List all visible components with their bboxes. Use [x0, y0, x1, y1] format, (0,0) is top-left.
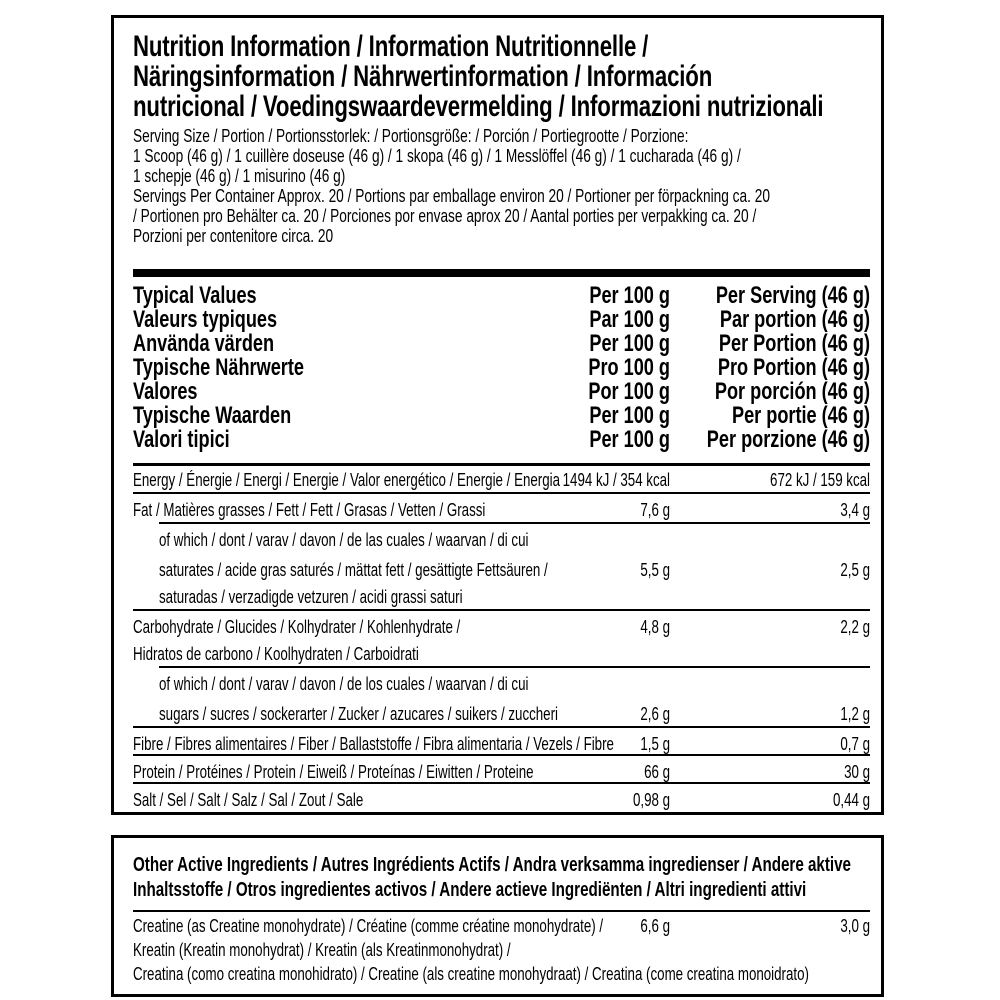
nutrient-per100: 4,8 g — [640, 617, 670, 637]
nutrient-label: Carbohydrate / Glucides / Kolhydrater / Kohlenhydrate / — [133, 617, 461, 637]
nutrient-label: Fibre / Fibres alimentaires / Fiber / Ballaststoffe / Fibra alimentaria / Vezels / Fibre — [133, 734, 614, 754]
header-per-serving: Per portie (46 g) — [731, 402, 870, 429]
header-per-serving: Pro Portion (46 g) — [717, 354, 870, 381]
header-label: Typische Waarden — [133, 402, 292, 429]
title-line: Inhaltsstoffe / Otros ingredientes activos / Andere actieve Ingrediënten / Altri ingredienti attivi — [133, 878, 807, 901]
nutrient-per100: 1,5 g — [640, 734, 670, 754]
row-divider — [133, 782, 870, 784]
nutrient-per100: 0,98 g — [632, 790, 670, 810]
row-divider — [133, 726, 870, 728]
header-label: Valores — [133, 378, 198, 405]
nutrient-per-serving: 30 g — [844, 762, 870, 782]
nutrient-label: saturadas / verzadigde vetzuren / acidi grassi saturi — [159, 587, 463, 607]
row-divider — [133, 754, 870, 756]
servings-per-container-line: / Portionen pro Behälter ca. 20 / Porciones por envase aprox 20 / Aantal porties per verpakking ca. 20 / — [133, 205, 757, 226]
thick-divider — [133, 269, 870, 277]
nutrient-label: of which / dont / varav / davon / de las cuales / waarvan / di cui — [159, 530, 529, 550]
title-line: Nutrition Information / Information Nutritionnelle / — [133, 30, 649, 63]
title-line: nutricional / Voedingswaardevermelding / Informazioni nutrizionali — [133, 90, 824, 123]
creatine-line: Kreatin (Kreatin monohydrat) / Kreatin (als Kreatinmonohydrat) / — [133, 940, 511, 960]
nutrient-label: of which / dont / varav / davon / de los cuales / waarvan / di cui — [159, 674, 529, 694]
nutrient-label: sugars / sucres / sockerarter / Zucker / azucares / suikers / zuccheri — [159, 704, 558, 724]
header-label: Typische Nährwerte — [133, 354, 304, 381]
header-per100: Pro 100 g — [588, 354, 670, 381]
creatine-per100-value: 6,6 g — [640, 916, 670, 936]
row-divider — [133, 492, 870, 494]
header-label: Valori tipici — [133, 426, 230, 453]
nutrient-per-serving: 0,44 g — [832, 790, 870, 810]
header-per-serving: Per Serving (46 g) — [715, 282, 870, 309]
nutrient-label: Energy / Énergie / Energi / Energie / Valor energético / Energie / Energia — [133, 470, 560, 490]
header-per100: Per 100 g — [589, 402, 670, 429]
header-label: Använda värden — [133, 330, 275, 357]
other-divider — [133, 910, 870, 912]
serving-line: 1 Scoop (46 g) / 1 cuillère doseuse (46 g) / 1 skopa (46 g) / 1 Messlöffel (46 g) / 1 cucharada (46 g) / — [133, 145, 741, 166]
header-divider — [133, 463, 870, 466]
serving-line: Serving Size / Portion / Portionsstorlek: / Portionsgröße: / Porción / Portiegrootte / Porzione: — [133, 125, 689, 146]
other-ingredients-title — [133, 852, 1000, 902]
nutrient-per-serving: 0,7 g — [840, 734, 870, 754]
other-ingredients-panel — [111, 835, 884, 997]
serving-line: 1 schepje (46 g) / 1 misurino (46 g) — [133, 165, 346, 186]
nutrient-per100: 1494 kJ / 354 kcal — [562, 470, 670, 490]
row-divider — [159, 666, 870, 668]
row-divider — [159, 522, 870, 524]
nutrition-panel — [111, 15, 884, 815]
title-line: Näringsinformation / Nährwertinformation / Información — [133, 60, 713, 93]
servings-per-container-line: Porzioni per contenitore circa. 20 — [133, 225, 334, 246]
row-divider — [133, 609, 870, 611]
nutrient-label: Salt / Sel / Salt / Salz / Sal / Zout / Sale — [133, 790, 364, 810]
nutrient-per-serving: 3,4 g — [840, 500, 870, 520]
nutrient-label: Hidratos de carbono / Koolhydraten / Carboidrati — [133, 644, 419, 664]
nutrient-label: saturates / acide gras saturés / mättat fett / gesättigte Fettsäuren / — [159, 560, 548, 580]
header-per-serving: Per Portion (46 g) — [718, 330, 870, 357]
serving-info — [133, 126, 1000, 246]
nutrient-per100: 7,6 g — [640, 500, 670, 520]
header-label: Typical Values — [133, 282, 257, 309]
nutrient-per-serving: 672 kJ / 159 kcal — [770, 470, 870, 490]
nutrient-label: Protein / Protéines / Protein / Eiweiß / Proteínas / Eiwitten / Proteine — [133, 762, 534, 782]
servings-per-container-line: Servings Per Container Approx. 20 / Portions par emballage environ 20 / Portioner per förpackning ca. 20 — [133, 185, 770, 206]
header-per100: Par 100 g — [589, 306, 670, 333]
title-line: Other Active Ingredients / Autres Ingrédients Actifs / Andra verksamma ingredienser / Andere aktive — [133, 853, 851, 876]
header-per100: Por 100 g — [588, 378, 670, 405]
creatine-line: Creatina (como creatina monohidrato) / Creatine (als creatine monohydraat) / Creatina (come creatina monoidrato) — [133, 964, 809, 984]
nutrient-per-serving: 2,2 g — [840, 617, 870, 637]
creatine-serving-value: 3,0 g — [840, 916, 870, 936]
creatine-per100 — [470, 914, 670, 938]
header-per-serving: Per porzione (46 g) — [706, 426, 870, 453]
nutrient-per-serving: 2,5 g — [840, 560, 870, 580]
header-per-serving: Por porción (46 g) — [714, 378, 870, 405]
nutrient-label: Fat / Matières grasses / Fett / Fett / Grasas / Vetten / Grassi — [133, 500, 486, 520]
header-per100: Per 100 g — [589, 330, 670, 357]
nutrient-per-serving: 1,2 g — [840, 704, 870, 724]
nutrient-per100: 2,6 g — [640, 704, 670, 724]
nutrient-per100: 66 g — [644, 762, 670, 782]
nutrient-per100: 5,5 g — [640, 560, 670, 580]
header-per-serving: Par portion (46 g) — [719, 306, 870, 333]
creatine-line: Creatine (as Creatine monohydrate) / Créatine (comme créatine monohydrate) / — [133, 916, 604, 936]
nutrition-title — [133, 32, 1000, 122]
header-per100: Per 100 g — [589, 426, 670, 453]
header-label: Valeurs typiques — [133, 306, 278, 333]
header-per100: Per 100 g — [589, 282, 670, 309]
creatine-serving — [670, 914, 870, 938]
